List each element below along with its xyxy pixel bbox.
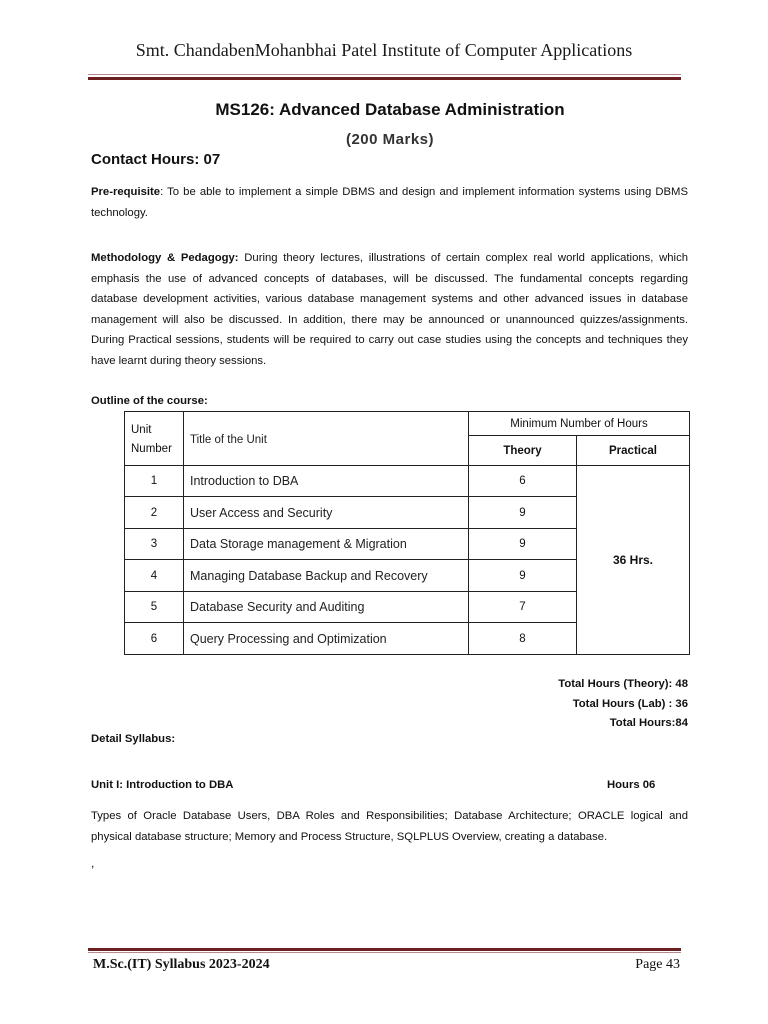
unit-theory-hours: 9 <box>469 497 577 529</box>
col-practical: Practical <box>577 436 690 466</box>
footer-rule-thick <box>88 948 681 951</box>
stray-comma: , <box>91 856 95 870</box>
header-rule-thin <box>88 74 681 75</box>
unit-title: Introduction to DBA <box>184 466 469 497</box>
unit-title: User Access and Security <box>184 497 469 529</box>
methodology-text: During theory lectures, illustrations of certain complex real world applications, which emphasis the use of advanced concepts of databases, will be discussed. The fundamental concepts regarding database development activities, various database management systems and other advanced issues in database management will also be discussed. In addition, there may be announced or unannounced quizzes/assignments. During Practical sessions, students will be required to carry out case studies using the concepts and techniques they have learnt during theory sessions. <box>91 252 688 367</box>
header-rule-thick <box>88 77 681 80</box>
unit-number: 6 <box>125 623 184 655</box>
institute-header: Smt. ChandabenMohanbhai Patel Institute of Computer Applications <box>135 40 633 60</box>
unit-number: 2 <box>125 497 184 529</box>
unit1-heading: Unit I: Introduction to DBA <box>91 779 234 791</box>
prerequisite-label: Pre-requisite <box>91 186 161 198</box>
col-unit-number: Unit Number <box>125 412 184 466</box>
footer-page-number: Page 43 <box>635 957 680 972</box>
unit-title: Query Processing and Optimization <box>184 623 469 655</box>
prerequisite-paragraph <box>91 182 688 223</box>
course-marks: (200 Marks) <box>345 131 435 148</box>
unit-number: 4 <box>125 560 184 592</box>
col-unit-title: Title of the Unit <box>184 412 469 466</box>
outline-heading: Outline of the course: <box>91 395 208 407</box>
course-outline-table <box>124 411 690 655</box>
practical-hours: 36 Hrs. <box>577 466 690 655</box>
unit-title: Managing Database Backup and Recovery <box>184 560 469 592</box>
course-title: MS126: Advanced Database Administration <box>215 100 565 119</box>
unit-title: Data Storage management & Migration <box>184 529 469 560</box>
total-lab-hours: Total Hours (Lab) : 36 <box>572 697 688 710</box>
methodology-paragraph <box>91 248 688 371</box>
total-hours: Total Hours:84 <box>609 717 688 729</box>
hours-totals <box>430 675 688 734</box>
detail-syllabus-heading: Detail Syllabus: <box>91 733 176 745</box>
methodology-label: Methodology & Pedagogy: <box>91 252 239 264</box>
col-theory: Theory <box>469 436 577 466</box>
unit-title: Database Security and Auditing <box>184 592 469 623</box>
total-theory-hours: Total Hours (Theory): 48 <box>558 678 688 690</box>
unit-number: 5 <box>125 592 184 623</box>
unit-number: 3 <box>125 529 184 560</box>
unit-theory-hours: 8 <box>469 623 577 655</box>
footer-syllabus: M.Sc.(IT) Syllabus 2023-2024 <box>93 957 270 972</box>
unit-theory-hours: 9 <box>469 560 577 592</box>
unit1-description: Types of Oracle Database Users, DBA Roles and Responsibilities; Database Architecture; ORACLE logical and physical database structure; Memory and Process Structure, SQLPLUS Overview, creating a database. <box>91 810 688 843</box>
unit-number: 1 <box>125 466 184 497</box>
prerequisite-text: : To be able to implement a simple DBMS and design and implement information systems using DBMS technology. <box>91 186 688 219</box>
footer-rule-thin <box>88 952 681 953</box>
unit-theory-hours: 6 <box>469 466 577 497</box>
unit1-hours: Hours 06 <box>607 779 656 791</box>
unit-theory-hours: 7 <box>469 592 577 623</box>
table-row <box>125 466 690 497</box>
col-min-hours: Minimum Number of Hours <box>469 412 690 436</box>
unit-theory-hours: 9 <box>469 529 577 560</box>
contact-hours: Contact Hours: 07 <box>91 151 221 168</box>
